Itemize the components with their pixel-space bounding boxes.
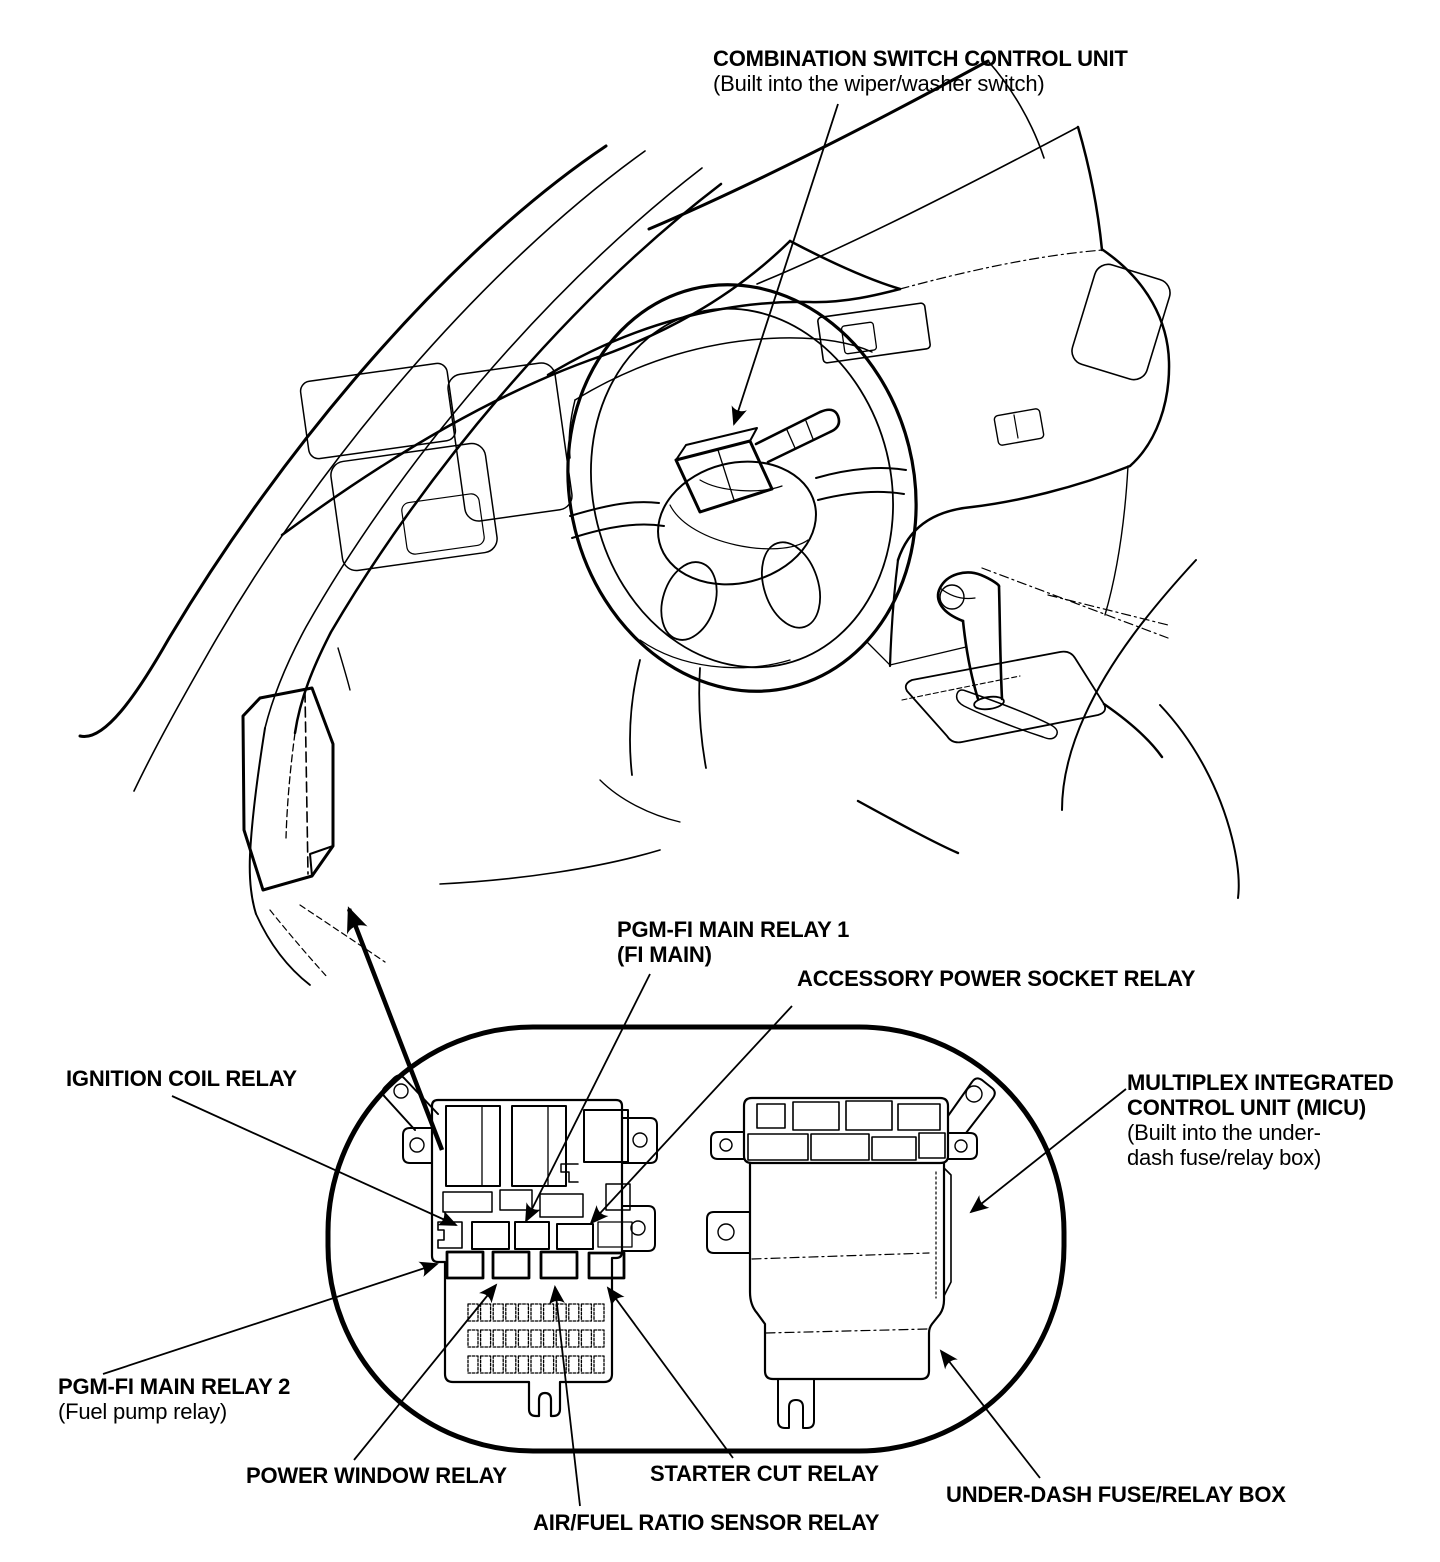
fuse-slot: [544, 1356, 554, 1373]
fuse-slot: [594, 1330, 604, 1347]
dashboard-drawing: [80, 61, 1239, 985]
fuse-slot: [594, 1356, 604, 1373]
dash-vent-panels: [299, 361, 573, 572]
fuse-slot: [481, 1356, 491, 1373]
fuse-slot: [544, 1304, 554, 1321]
label-title: AIR/FUEL RATIO SENSOR RELAY: [533, 1510, 880, 1535]
label-subtitle-2: dash fuse/relay box): [1127, 1145, 1322, 1170]
label-subtitle: (FI MAIN): [617, 942, 712, 967]
leader-ignition-coil-relay: [172, 1096, 456, 1225]
fuse-grid: [468, 1304, 604, 1373]
fuse-relay-box-front: [383, 1076, 658, 1417]
fuse-slot: [481, 1304, 491, 1321]
leader-air-fuel-ratio-sensor-relay: [555, 1287, 580, 1506]
fuse-slot: [506, 1356, 516, 1373]
label-title: IGNITION COIL RELAY: [66, 1066, 297, 1091]
fuse-slot: [531, 1330, 541, 1347]
label-title-2: CONTROL UNIT (MICU): [1127, 1095, 1366, 1120]
relay-ignition-coil: [472, 1222, 509, 1249]
label-pgm-fi-main-relay-1: [617, 917, 849, 967]
fuse-slot: [506, 1304, 516, 1321]
micu-connectors: [748, 1101, 945, 1160]
fuse-slot: [518, 1330, 528, 1347]
relay-air-fuel-ratio-sensor: [541, 1252, 577, 1278]
fuse-slot: [581, 1330, 591, 1347]
relay-accessory-power-socket: [557, 1224, 593, 1249]
fuse-slot: [569, 1330, 579, 1347]
label-subtitle: (Built into the wiper/washer switch): [713, 71, 1045, 96]
label-title: COMBINATION SWITCH CONTROL UNIT: [713, 46, 1128, 71]
leader-arrows: [103, 104, 1126, 1506]
label-subtitle: (Fuel pump relay): [58, 1399, 227, 1424]
fuse-slot: [518, 1356, 528, 1373]
label-title: MULTIPLEX INTEGRATED: [1127, 1070, 1394, 1095]
label-title: UNDER-DASH FUSE/RELAY BOX: [946, 1482, 1286, 1507]
leader-pgm-fi-main-relay-2: [103, 1264, 437, 1374]
label-combination-switch-control-unit: [713, 46, 1128, 96]
label-title: ACCESSORY POWER SOCKET RELAY: [797, 966, 1196, 991]
label-subtitle: (Built into the under-: [1127, 1120, 1321, 1145]
fuse-slot: [581, 1356, 591, 1373]
fuse-slot: [569, 1356, 579, 1373]
fuse-slot: [569, 1304, 579, 1321]
label-ignition-coil-relay: [66, 1066, 297, 1091]
shifter-console: [858, 568, 1168, 853]
callout-oval: [328, 1027, 1064, 1451]
glovebox: [1069, 261, 1174, 383]
relay-pgm-fi-main-2: [447, 1252, 483, 1278]
fuse-slot: [594, 1304, 604, 1321]
label-title: STARTER CUT RELAY: [650, 1461, 879, 1486]
fuse-slot: [506, 1330, 516, 1347]
label-pgm-fi-main-relay-2: [58, 1374, 290, 1424]
fuse-slot: [544, 1330, 554, 1347]
combination-switch-stalk: [676, 410, 839, 512]
fuse-slot: [493, 1356, 503, 1373]
fuse-slot: [531, 1356, 541, 1373]
micu-body: [750, 1163, 944, 1379]
fuse-slot: [468, 1356, 478, 1373]
micu-box-rear: [707, 1078, 995, 1428]
fuse-slot: [493, 1330, 503, 1347]
leader-combination-switch: [734, 104, 838, 424]
leader-pgm-fi-main-relay-1: [526, 974, 650, 1221]
fuse-slot: [518, 1304, 528, 1321]
fuse-slot: [531, 1304, 541, 1321]
fuse-slot: [481, 1330, 491, 1347]
label-power-window-relay: [246, 1463, 507, 1488]
steering-wheel: [526, 247, 959, 728]
relay-power-window: [493, 1252, 529, 1278]
fuse-box-callout: [328, 1027, 1064, 1451]
a-pillar-left: [80, 146, 606, 737]
leader-starter-cut-relay: [608, 1288, 733, 1458]
leader-micu: [971, 1089, 1126, 1212]
label-title: POWER WINDOW RELAY: [246, 1463, 507, 1488]
label-multiplex-integrated-control-unit: [1127, 1070, 1394, 1170]
fuse-slot: [581, 1304, 591, 1321]
label-under-dash-fuse-relay-box: [946, 1482, 1286, 1507]
label-starter-cut-relay: [650, 1461, 879, 1486]
label-accessory-power-socket-relay: [797, 966, 1195, 991]
fuse-slot: [493, 1304, 503, 1321]
under-dash-box-in-car: [243, 648, 385, 978]
label-air-fuel-ratio-sensor-relay: [533, 1510, 879, 1535]
label-title: PGM-FI MAIN RELAY 1: [617, 917, 850, 942]
relay-pgm-fi-main-1: [515, 1222, 549, 1249]
shift-knob: [938, 573, 999, 621]
label-title: PGM-FI MAIN RELAY 2: [58, 1374, 291, 1399]
fuse-slot: [468, 1330, 478, 1347]
